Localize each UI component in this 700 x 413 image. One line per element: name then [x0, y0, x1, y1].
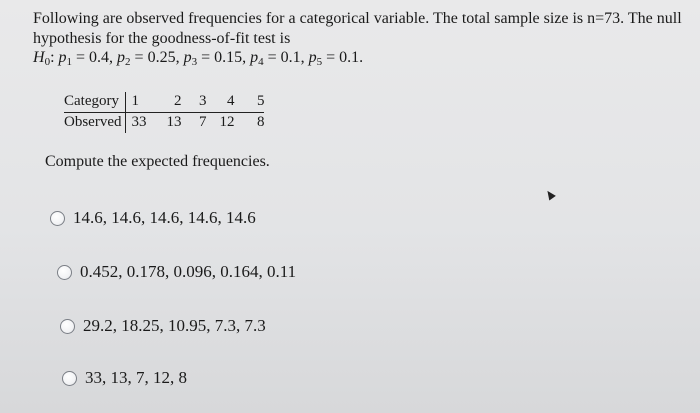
- table-cell: 5: [234, 92, 264, 113]
- table-cell: 7: [198, 114, 207, 130]
- answer-option-4[interactable]: [62, 368, 187, 388]
- p2-subscript: 2: [125, 56, 131, 68]
- prompt-text: Compute the expected frequencies.: [45, 153, 270, 170]
- table-cell: 1: [126, 92, 150, 113]
- table-cell: 33: [131, 114, 147, 130]
- mouse-pointer-icon: [544, 189, 556, 201]
- p5-value: = 0.1.: [322, 49, 364, 66]
- p4-value: = 0.1,: [263, 49, 309, 66]
- frequency-table: [64, 92, 264, 133]
- option-label: 14.6, 14.6, 14.6, 14.6, 14.6: [73, 208, 256, 227]
- table-cell: 13: [166, 114, 182, 130]
- radio-button[interactable]: [60, 319, 75, 334]
- radio-button[interactable]: [62, 371, 77, 386]
- answer-option-2[interactable]: [57, 262, 296, 282]
- p1-symbol: p: [58, 49, 67, 66]
- p1-subscript: 1: [66, 56, 73, 68]
- table-cell: 2: [149, 92, 181, 113]
- p4-symbol: p: [250, 49, 259, 66]
- question-text: [33, 9, 683, 49]
- null-hypothesis: [33, 49, 363, 68]
- question-line-2: hypothesis for the goodness-of-fit test is: [33, 30, 291, 47]
- hypothesis-subscript: 0: [44, 56, 51, 68]
- hypothesis-symbol: H: [33, 49, 45, 66]
- observed-label: Observed: [64, 113, 126, 134]
- answer-option-3[interactable]: [60, 316, 266, 336]
- p3-subscript: 3: [191, 56, 198, 68]
- p3-value: = 0.15,: [197, 49, 251, 66]
- p2-symbol: p: [117, 49, 126, 66]
- radio-button[interactable]: [57, 265, 72, 280]
- p5-symbol: p: [308, 49, 317, 66]
- p2-value: = 0.25,: [130, 49, 184, 66]
- question-line-1: Following are observed frequencies for a categorical variable. The total sample size is n=73. The null: [33, 10, 682, 27]
- option-label: 29.2, 18.25, 10.95, 7.3, 7.3: [83, 316, 266, 335]
- table-cell: 3: [181, 92, 206, 113]
- table-cell: 8: [256, 114, 265, 130]
- p4-subscript: 4: [258, 56, 264, 68]
- table-cell: 4: [206, 92, 234, 113]
- option-label: 0.452, 0.178, 0.096, 0.164, 0.11: [80, 262, 297, 281]
- hypothesis-colon: :: [50, 49, 59, 66]
- category-label: Category: [64, 92, 126, 113]
- observed-row: [64, 113, 264, 134]
- table-cell: 12: [219, 114, 235, 130]
- radio-button[interactable]: [50, 211, 65, 226]
- p5-subscript: 5: [316, 56, 323, 68]
- option-label: 33, 13, 7, 12, 8: [85, 368, 187, 387]
- p1-value: = 0.4,: [72, 49, 118, 66]
- answer-option-1[interactable]: [50, 208, 256, 228]
- category-row: [64, 92, 264, 113]
- p3-symbol: p: [183, 49, 192, 66]
